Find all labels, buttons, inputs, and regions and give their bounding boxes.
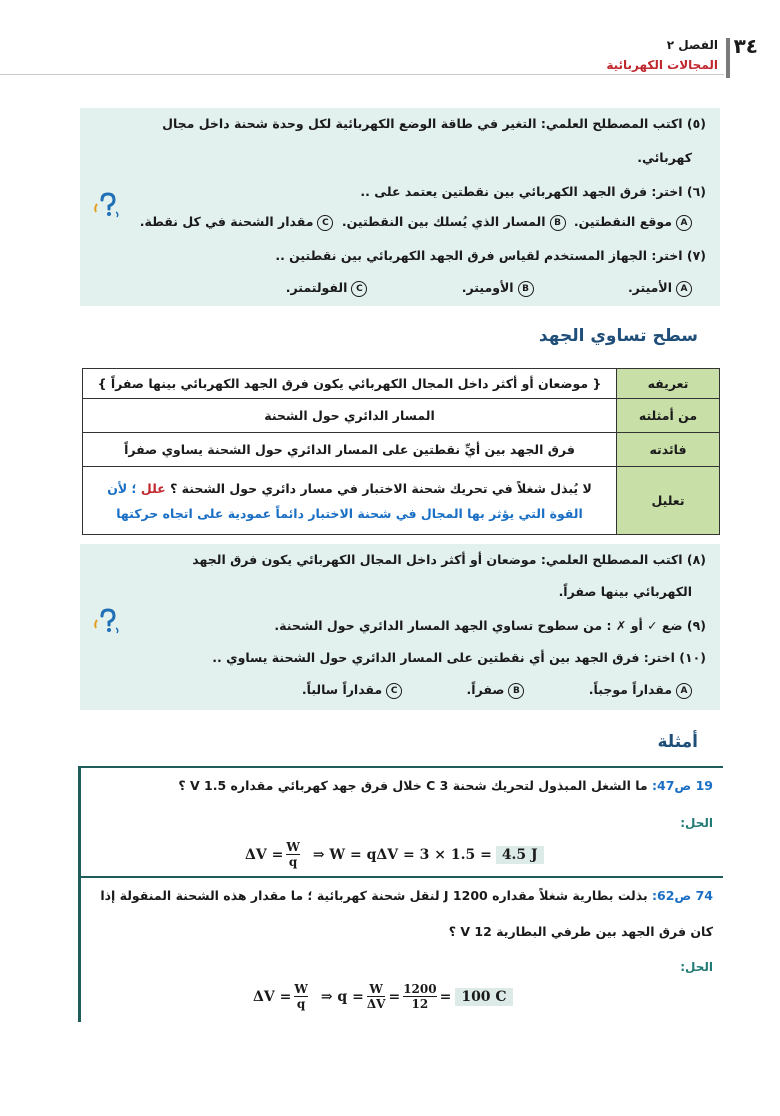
row-value: { موضعان أو أكثر داخل المجال الكهربائي يكون فرق الجهد الكهربائي بينها صفراً } xyxy=(83,369,617,399)
chapter-label: الفصل ٢ xyxy=(666,38,718,52)
question-text: اكتب المصطلح العلمي: موضعان أو أكثر داخل المجال الكهربائي يكون فرق الجهد xyxy=(192,552,683,567)
question-text: اختر: فرق الجهد بين أي نقطتين على المسار الدائري حول الشحنة يساوي .. xyxy=(212,650,675,665)
question-6 xyxy=(94,184,706,199)
question-text: ضع ✓ أو ✗ : من سطوح تساوي الجهد المسار الدائري حول الشحنة. xyxy=(274,618,683,633)
question-10-options xyxy=(94,682,692,699)
section-heading-equipotential: سطح تساوي الجهد xyxy=(538,326,698,346)
row-value: المسار الدائري حول الشحنة xyxy=(83,399,617,433)
table-row xyxy=(83,369,720,399)
header-rule xyxy=(0,74,724,75)
option-letter: A xyxy=(676,281,692,297)
numerator: W xyxy=(294,982,308,996)
option-c[interactable] xyxy=(140,214,334,231)
question-8 xyxy=(94,552,706,567)
row-label: تعليل xyxy=(617,467,720,535)
option-text: الأميتر. xyxy=(627,280,672,295)
option-letter: B xyxy=(508,683,524,699)
option-b[interactable] xyxy=(342,214,566,231)
option-letter: A xyxy=(676,683,692,699)
reason-line-2: القوة التي يؤثر بها المجال في شحنة الاختبار دائماً عمودية على اتجاه حركتها xyxy=(116,505,583,521)
reason-line-1 xyxy=(91,481,608,496)
question-mark-icon xyxy=(92,190,122,220)
question-text: اختر: فرق الجهد الكهربائي بين نقطتين يعتمد على .. xyxy=(360,184,683,199)
equals: = xyxy=(388,988,401,1005)
question-7-options xyxy=(94,280,692,297)
denominator: q xyxy=(296,997,306,1011)
question-number: (٥) xyxy=(686,116,706,131)
example-question xyxy=(91,888,713,903)
option-c[interactable] xyxy=(286,280,368,297)
formula-lhs: ΔV = xyxy=(245,846,284,863)
example-2 xyxy=(78,876,723,1022)
option-c[interactable] xyxy=(302,682,402,699)
example-question xyxy=(91,778,713,793)
equals: = xyxy=(439,988,452,1005)
row-label: من أمثلته xyxy=(617,399,720,433)
formula xyxy=(245,840,544,869)
formula-mid: ⇒ q = xyxy=(320,988,364,1005)
chapter-title: المجالات الكهربائية xyxy=(606,58,718,72)
formula-mid: ⇒ W = qΔV = 3 × 1.5 = xyxy=(312,846,492,863)
option-a[interactable] xyxy=(628,280,692,297)
numerator: W xyxy=(369,982,383,996)
question-9 xyxy=(94,618,706,633)
example-1 xyxy=(78,766,723,876)
numerator: W xyxy=(286,840,300,854)
solution-label: الحل: xyxy=(680,816,713,830)
row-value xyxy=(83,467,617,535)
denominator: ΔV xyxy=(366,997,386,1011)
option-text: صفراً. xyxy=(466,682,505,697)
formula xyxy=(253,982,513,1011)
question-5-cont: كهربائي. xyxy=(637,150,692,165)
question-number: (١٠) xyxy=(679,650,706,665)
example-ref: 19 ص47: xyxy=(652,778,713,793)
option-a[interactable] xyxy=(574,214,692,231)
solution-label: الحل: xyxy=(680,960,713,974)
question-text: اختر: الجهاز المستخدم لقياس فرق الجهد الكهربائي بين نقطتين .. xyxy=(275,248,683,263)
question-8-cont: الكهربائي بينها صفراً. xyxy=(558,584,692,599)
denominator: 12 xyxy=(411,997,429,1011)
option-letter: B xyxy=(550,215,566,231)
page-number: ٣٤ xyxy=(733,34,758,58)
question-5 xyxy=(94,116,706,131)
example-text: بذلت بطارية شغلاً مقداره 1200 J لنقل شحنة كهربائية ؛ ما مقدار هذه الشحنة المنقولة إذا xyxy=(100,888,648,903)
question-text: اكتب المصطلح العلمي: التغير في طاقة الوضع الكهربائية لكل وحدة شحنة داخل مجال xyxy=(162,116,683,131)
option-text: مقداراً موجباً. xyxy=(588,682,672,697)
option-text: الأوميتر. xyxy=(461,280,514,295)
option-text: المسار الذي يُسلك بين النقطتين. xyxy=(341,214,546,229)
question-6-options xyxy=(94,214,692,231)
row-label: فائدته xyxy=(617,433,720,467)
answer: 4.5 J xyxy=(496,846,544,864)
row-value: فرق الجهد بين أيِّ نقطتين على المسار الدائري حول الشحنة يساوي صفراً xyxy=(83,433,617,467)
question-number: (٨) xyxy=(686,552,706,567)
reason-question: لا يُبذل شغلاً في تحريك شحنة الاختبار في مسار دائري حول الشحنة ؟ xyxy=(170,480,592,496)
fraction xyxy=(367,982,386,1011)
reason-because: ؛ لأن xyxy=(107,480,137,496)
option-letter: C xyxy=(351,281,367,297)
option-text: مقداراً سالباً. xyxy=(301,682,383,697)
fraction xyxy=(286,840,299,869)
question-number: (٧) xyxy=(686,248,706,263)
question-10 xyxy=(94,650,706,665)
table-row xyxy=(83,433,720,467)
questions-box-1 xyxy=(80,108,720,306)
option-letter: C xyxy=(386,683,402,699)
option-letter: B xyxy=(518,281,534,297)
example-text: ما الشغل المبذول لتحريك شحنة 3 C خلال فرق جهد كهربائي مقداره 1.5 V ؟ xyxy=(178,778,648,793)
example-ref: 74 ص62: xyxy=(652,888,713,903)
example-question-cont: كان فرق الجهد بين طرفي البطارية 12 V ؟ xyxy=(448,924,713,939)
answer: 100 C xyxy=(455,988,512,1006)
definition-table xyxy=(82,368,720,535)
question-mark-icon xyxy=(92,606,122,636)
option-letter: A xyxy=(676,215,692,231)
reason-keyword: علل xyxy=(140,480,166,496)
denominator: q xyxy=(288,855,298,869)
option-b[interactable] xyxy=(467,682,525,699)
option-b[interactable] xyxy=(462,280,534,297)
question-7 xyxy=(94,248,706,263)
table-row xyxy=(83,467,720,535)
formula-lhs: ΔV = xyxy=(253,988,292,1005)
question-number: (٩) xyxy=(686,618,706,633)
numerator: 1200 xyxy=(403,982,437,996)
option-text: مقدار الشحنة في كل نقطة. xyxy=(139,214,314,229)
option-text: الفولتمتر. xyxy=(285,280,348,295)
row-label: تعريفه xyxy=(617,369,720,399)
fraction xyxy=(294,982,307,1011)
option-text: موقع النقطتين. xyxy=(573,214,672,229)
header-divider xyxy=(726,38,730,78)
questions-box-2 xyxy=(80,544,720,710)
option-letter: C xyxy=(317,215,333,231)
table-row xyxy=(83,399,720,433)
fraction xyxy=(403,982,436,1011)
option-a[interactable] xyxy=(589,682,692,699)
section-heading-examples: أمثلة xyxy=(657,732,698,752)
question-number: (٦) xyxy=(686,184,706,199)
